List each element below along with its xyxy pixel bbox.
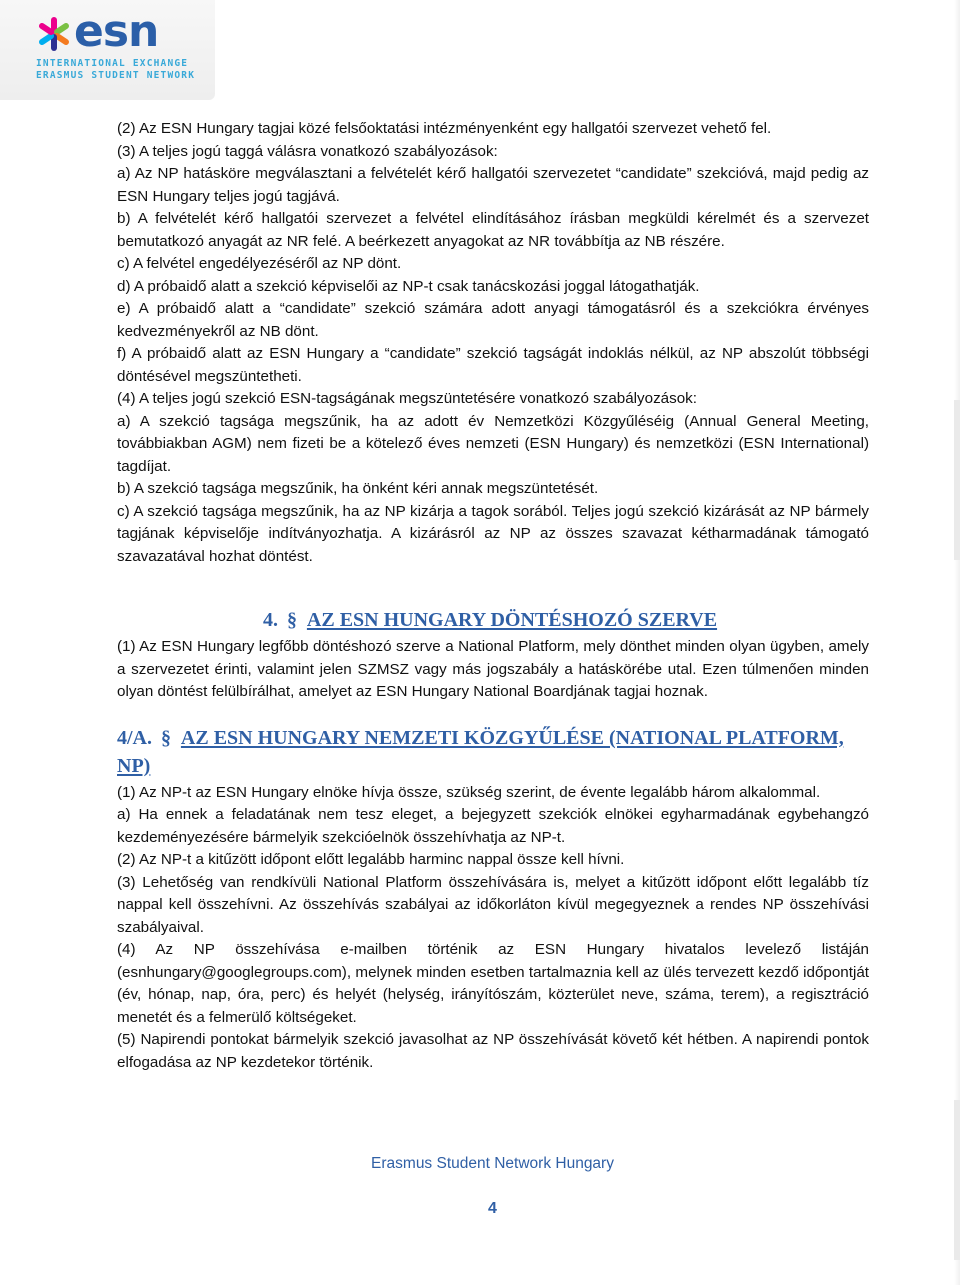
document-body bbox=[117, 118, 869, 1074]
section-title: AZ ESN HUNGARY DÖNTÉSHOZÓ SZERVE bbox=[306, 609, 718, 631]
paragraph: b) A szekció tagsága megszűnik, ha önként kéri annak megszüntetését. bbox=[117, 480, 599, 497]
paragraph: b) A felvételét kérő hallgatói szervezet a felvétel elindításához írásban megküldi kérelmét és a szervezet bemutatkozó anyagát az NR felé. A beérkezett anyagokat az NR továbbítja az NB részére. bbox=[117, 210, 869, 250]
paragraph: (5) Napirendi pontokat bármelyik szekció javasolhat az NP összehívását követő két hétben. A napirendi pontok elfogadása az NP kezdetekor történik. bbox=[117, 1031, 869, 1071]
paragraph: a) Ha ennek a feladatának nem tesz eleget, a bejegyzett szekciók elnökei egyharmadának egybehangzó kezdeményezésére bármelyik szekcióelnök összehívhatja az NP-t. bbox=[117, 806, 869, 846]
page-right-edge bbox=[954, 0, 960, 1285]
paragraph: (1) Az NP-t az ESN Hungary elnöke hívja össze, szükség szerint, de évente legalább három alkalommal. bbox=[117, 783, 821, 801]
section-symbol: § bbox=[287, 609, 297, 631]
header-logo-panel bbox=[0, 0, 215, 100]
section-number: 4. bbox=[263, 609, 278, 631]
paragraph: (3) A teljes jogú taggá válásra vonatkozó szabályozások: bbox=[117, 142, 498, 160]
paragraph: (1) Az ESN Hungary legfőbb döntéshozó szerve a National Platform, mely dönthet minden olyan ügyben, amely a szervezetet érinti, valamint jelen SZMSZ vagy más jogszabály a hatáskörébe utal. Ezen túlmenően minden olyan döntést felülbírálhat, amelyet az ESN Hungary National Boardjának tagjai hoznak. bbox=[117, 638, 869, 700]
paragraph: (2) Az NP-t a kitűzött időpont előtt legalább harminc nappal össze kell hívni. bbox=[117, 851, 625, 868]
paragraph: c) A szekció tagsága megszűnik, ha az NP kizárja a tagok sorából. Teljes jogú szekció kizárását az NP bármely tagjának képviselője indítványozhatja. A kizárásról az NP az összes szavazat kétharmadának támogató szavazatával hozhat döntést. bbox=[117, 502, 869, 565]
paragraph: e) A próbaidő alatt a “candidate” szekció számára adott anyagi támogatásról és a szekciókra érvényes kedvezményekről az NB dönt. bbox=[117, 300, 869, 340]
esn-star-icon bbox=[36, 16, 72, 52]
paragraph: (4) A teljes jogú szekció ESN-tagságának megszüntetésére vonatkozó szabályozások: bbox=[117, 390, 697, 407]
section4a-block bbox=[117, 782, 869, 1075]
edge-notch bbox=[954, 400, 960, 560]
section-title: AZ ESN HUNGARY NEMZETI KÖZGYŰLÉSE (NATIONAL PLATFORM, NP) bbox=[117, 726, 844, 777]
edge-notch bbox=[954, 1100, 960, 1260]
paragraph: a) Az NP hatásköre megválasztani a felvételét kérő hallgatói szervezetet “candidate” szekcióvá, majd pedig az ESN Hungary teljes jogú tagjává. bbox=[117, 165, 869, 205]
logo-tagline-2: ERASMUS STUDENT NETWORK bbox=[36, 70, 196, 81]
paragraph: (2) Az ESN Hungary tagjai közé felsőoktatási intézményenként egy hallgatói szervezet vehető fel. bbox=[117, 120, 772, 137]
paragraph: c) A felvétel engedélyezéséről az NP dönt. bbox=[117, 255, 402, 272]
paragraph: (3) Lehetőség van rendkívüli National Platform összehívására is, melyet a kitűzött időpont előtt legalább tíz nappal kell összehívni. Az összehívás szabályai az időkorláton kívül megegyeznek a rendes NP összehívási szabályaival. bbox=[117, 873, 869, 936]
page-number: 4 bbox=[488, 1200, 497, 1217]
section4-heading bbox=[117, 606, 869, 634]
section-number: 4/A. bbox=[117, 726, 152, 749]
logo-tagline-1: INTERNATIONAL EXCHANGE bbox=[36, 58, 189, 69]
paragraph: (4) Az NP összehívása e-mailben történik az ESN Hungary hivatalos levelező listáján (esnhungary@googlegroups.com), melynek minden esetben tartalmaznia kell az ülés tervezett kezdő időpontját (év, hónap, nap, óra, perc) és helyét (helység, irányítószám, közterület neve, száma, terem), a regisztráció menetét és a felmerülő költségeket. bbox=[117, 941, 869, 1026]
paragraph: f) A próbaidő alatt az ESN Hungary a “candidate” szekció tagságát indoklás nélkül, az NP abszolút többségi döntésével megszüntetheti. bbox=[117, 345, 869, 385]
section3-block bbox=[117, 118, 869, 568]
section-symbol: § bbox=[161, 726, 171, 749]
section4a-heading bbox=[117, 724, 869, 780]
paragraph: d) A próbaidő alatt a szekció képviselői az NP-t csak tanácskozási joggal látogathatják. bbox=[117, 277, 700, 295]
logo-wordmark: esn bbox=[74, 6, 159, 57]
esn-logo bbox=[36, 6, 206, 84]
paragraph: a) A szekció tagsága megszűnik, ha az adott év Nemzetközi Közgyűléséig (Annual General Meeting, továbbiakban AGM) nem fizeti be a kötelező éves nemzeti (ESN Hungary) és nemzetközi (ESN International) tagdíjat. bbox=[117, 412, 869, 475]
footer-organization: Erasmus Student Network Hungary bbox=[371, 1155, 614, 1172]
section4-block bbox=[117, 636, 869, 704]
